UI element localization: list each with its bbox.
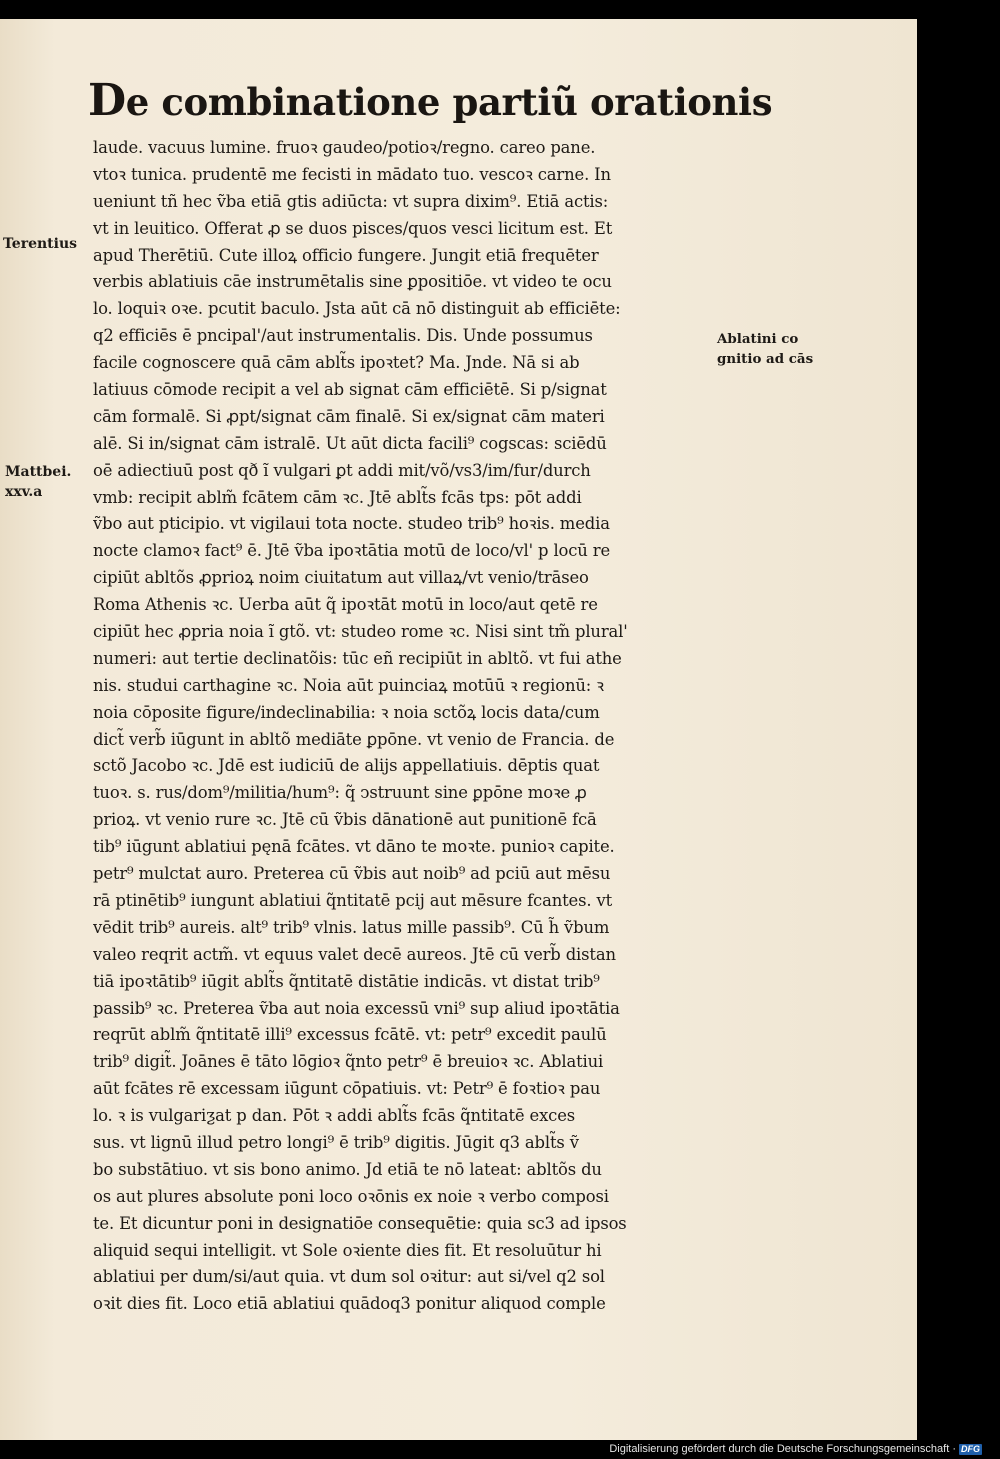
text-line: aliquid sequi intelligit. vt Sole oꝛiente dies fit. Et resoluūtur hi — [93, 1240, 602, 1260]
text-line: bo substātiuo. vt sis bono animo. Jd etiā te nō lateat: abltõs du — [93, 1159, 602, 1179]
text-line: alē. Si in/signat cām istralē. Ut aūt dicta facili⁹ cogscas: sciēdū — [93, 433, 607, 453]
marginal-note-terentius: Terentius — [3, 236, 78, 252]
text-line: te. Et dicuntur poni in designatiōe consequētie: quia sc3 ad ipsos — [93, 1213, 627, 1233]
text-line: vēdit trib⁹ aureis. alt⁹ trib⁹ vlnis. latus mille passib⁹. Cū h̃ ṽbum — [93, 917, 610, 937]
text-line: laude. vacuus lumine. fruoꝛ gaudeo/potioꝛ/regno. careo pane. — [93, 138, 596, 157]
text-line: ṽbo aut pticipio. vt vigilaui tota nocte. studeo trib⁹ hoꝛis. media — [93, 514, 610, 534]
text-line: ueniunt tñ hec ṽba etiā gtis adiūcta: vt supra dixim⁹. Etiā actis: — [93, 191, 609, 211]
marginal-note-ablatini-line-1: Ablatini co — [717, 331, 799, 347]
marginal-note-mattbei-line-2: xxv.a — [5, 484, 43, 500]
text-line: latiuus cōmode recipit a vel ab signat cām efficiētē. Si p/signat — [93, 380, 607, 400]
marginal-note-mattbei — [5, 462, 71, 502]
text-line: tuoꝛ. s. rus/dom⁹/militia/hum⁹: q̃ ↄstruunt sine ꝑpōne moꝛe ꝓ — [93, 783, 587, 803]
text-line: trib⁹ digit̃. Joānes ē tāto lōgioꝛ q̃nto petr⁹ ē breuioꝛ ꝛc. Ablatiui — [93, 1052, 604, 1072]
text-line: passib⁹ ꝛc. Preterea ṽba aut noia excessū vni⁹ sup aliud ipoꝛtātia — [93, 998, 620, 1018]
marginal-note-ablatini-line-2: gnitio ad cās — [717, 351, 814, 367]
dfg-logo: DFG — [961, 1443, 980, 1454]
title-rest: e combinatione partiũ orationis — [125, 80, 773, 124]
digitization-credit — [609, 1443, 982, 1455]
text-line: nis. studui carthagine ꝛc. Noia aūt puinciaꝝ motūū ꝛ regionū: ꝛ — [93, 675, 604, 695]
main-text-block — [93, 135, 713, 1318]
text-line: cipiūt hec ꝓpria noia ĩ gtõ. vt: studeo rome ꝛc. Nisi sint tm̃ plural' — [93, 622, 628, 642]
text-line: noia cōposite figure/indeclinabilia: ꝛ noia sctõꝝ locis data/cum — [93, 702, 600, 722]
text-line: verbis ablatiuis cāe instrumētalis sine ꝑpositiōe. vt video te ocu — [93, 272, 612, 292]
text-line: vt in leuitico. Offerat ꝓ se duos pisces/quos vesci licitum est. Et — [93, 218, 613, 238]
text-line: nocte clamoꝛ fact⁹ ē. Jtē ṽba ipoꝛtātia motū de loco/vl' p locū re — [93, 541, 610, 561]
text-line: sctõ Jacobo ꝛc. Jdē est iudiciū de alijs appellatiuis. dēptis quat — [93, 756, 600, 776]
text-line: tiā ipoꝛtātib⁹ iūgit ablt̃s q̃ntitatē distātie indicās. vt distat trib⁹ — [93, 971, 600, 991]
text-line: rā ptinētib⁹ iungunt ablatiui q̃ntitatē pcij aut mēsure fcantes. vt — [93, 890, 613, 910]
text-line: vtoꝛ tunica. prudentē me fecisti in mādato tuo. vescoꝛ carne. In — [93, 164, 611, 184]
text-line: dict̃ verb̃ iūgunt in abltõ mediāte ꝑpōne. vt venio de Francia. de — [93, 729, 615, 749]
text-line: cipiūt abltõs ꝓprioꝝ noim ciuitatum aut villaꝝ/vt venio/trāseo — [93, 568, 589, 588]
page-title — [88, 75, 773, 126]
text-line: tib⁹ iūgunt ablatiui pęnā fcātes. vt dāno te moꝛte. punioꝛ capite. — [93, 837, 615, 857]
text-line: vmb: recipit ablm̃ fcātem cām ꝛc. Jtē ablt̃s fcās tps: pōt addi — [93, 487, 582, 507]
credit-text: Digitalisierung gefördert durch die Deutsche Forschungsgemeinschaft · — [609, 1443, 956, 1455]
text-line: sus. vt lignū illud petro longi⁹ ē trib⁹ digitis. Jūgit q3 ablt̃s ṽ — [93, 1132, 579, 1152]
marginal-note-ablatini — [717, 329, 813, 369]
text-line: facile cognoscere quā cām ablt̃s ipoꝛtet? Ma. Jnde. Nā si ab — [93, 353, 580, 373]
text-line: oꝛit dies fit. Loco etiā ablatiui quādoq3 ponitur aliquod comple — [93, 1294, 606, 1314]
text-line: Roma Athenis ꝛc. Uerba aūt q̃ ipoꝛtāt motū in loco/aut qetē re — [93, 595, 598, 615]
text-line: petr⁹ mulctat auro. Preterea cū ṽbis aut noib⁹ ad pciū aut mēsu — [93, 864, 611, 884]
text-line: prioꝝ. vt venio rure ꝛc. Jtē cū ṽbis dānationē aut punitionē fcā — [93, 810, 597, 830]
text-line: lo. ꝛ is vulgariƺat p dan. Pōt ꝛ addi ablt̃s fcās q̃ntitatē exces — [93, 1106, 576, 1126]
text-line: numeri: aut tertie declinatõis: tūc eñ recipiūt in abltõ. vt fui athe — [93, 648, 622, 668]
text-line: ablatiui per dum/si/aut quia. vt dum sol oꝛitur: aut si/vel q2 sol — [93, 1267, 605, 1287]
marginal-note-mattbei-line-1: Mattbei. — [5, 464, 72, 480]
text-line: q2 efficiēs ē pncipal'/aut instrumentalis. Dis. Unde possumus — [93, 326, 593, 346]
text-line: oē adiectiuū post qð ĩ vulgari ꝑt addi mit/võ/vs3/im/fur/durch — [93, 460, 591, 480]
text-line: lo. loquiꝛ oꝛe. pcutit baculo. Jsta aūt cā nō distinguit ab efficiēte: — [93, 299, 621, 319]
text-line: apud Therētiū. Cute illoꝝ officio fungere. Jungit etiā frequēter — [93, 245, 599, 265]
text-line: os aut plures absolute poni loco oꝛōnis ex noie ꝛ verbo composi — [93, 1186, 609, 1206]
text-line: valeo reqrit actm̃. vt equus valet decē aureos. Jtē cū verb̃ distan — [93, 944, 616, 964]
title-initial: D — [88, 75, 126, 126]
text-line: reqrūt ablm̃ q̃ntitatē illi⁹ excessus fcātē. vt: petr⁹ excedit paulū — [93, 1025, 607, 1045]
text-line: aūt fcātes rē excessam iūgunt cōpatiuis. vt: Petr⁹ ē foꝛtioꝛ pau — [93, 1079, 601, 1099]
text-line: cām formalē. Si ꝓpt/signat cām finalē. Si ex/signat cām materi — [93, 406, 605, 426]
